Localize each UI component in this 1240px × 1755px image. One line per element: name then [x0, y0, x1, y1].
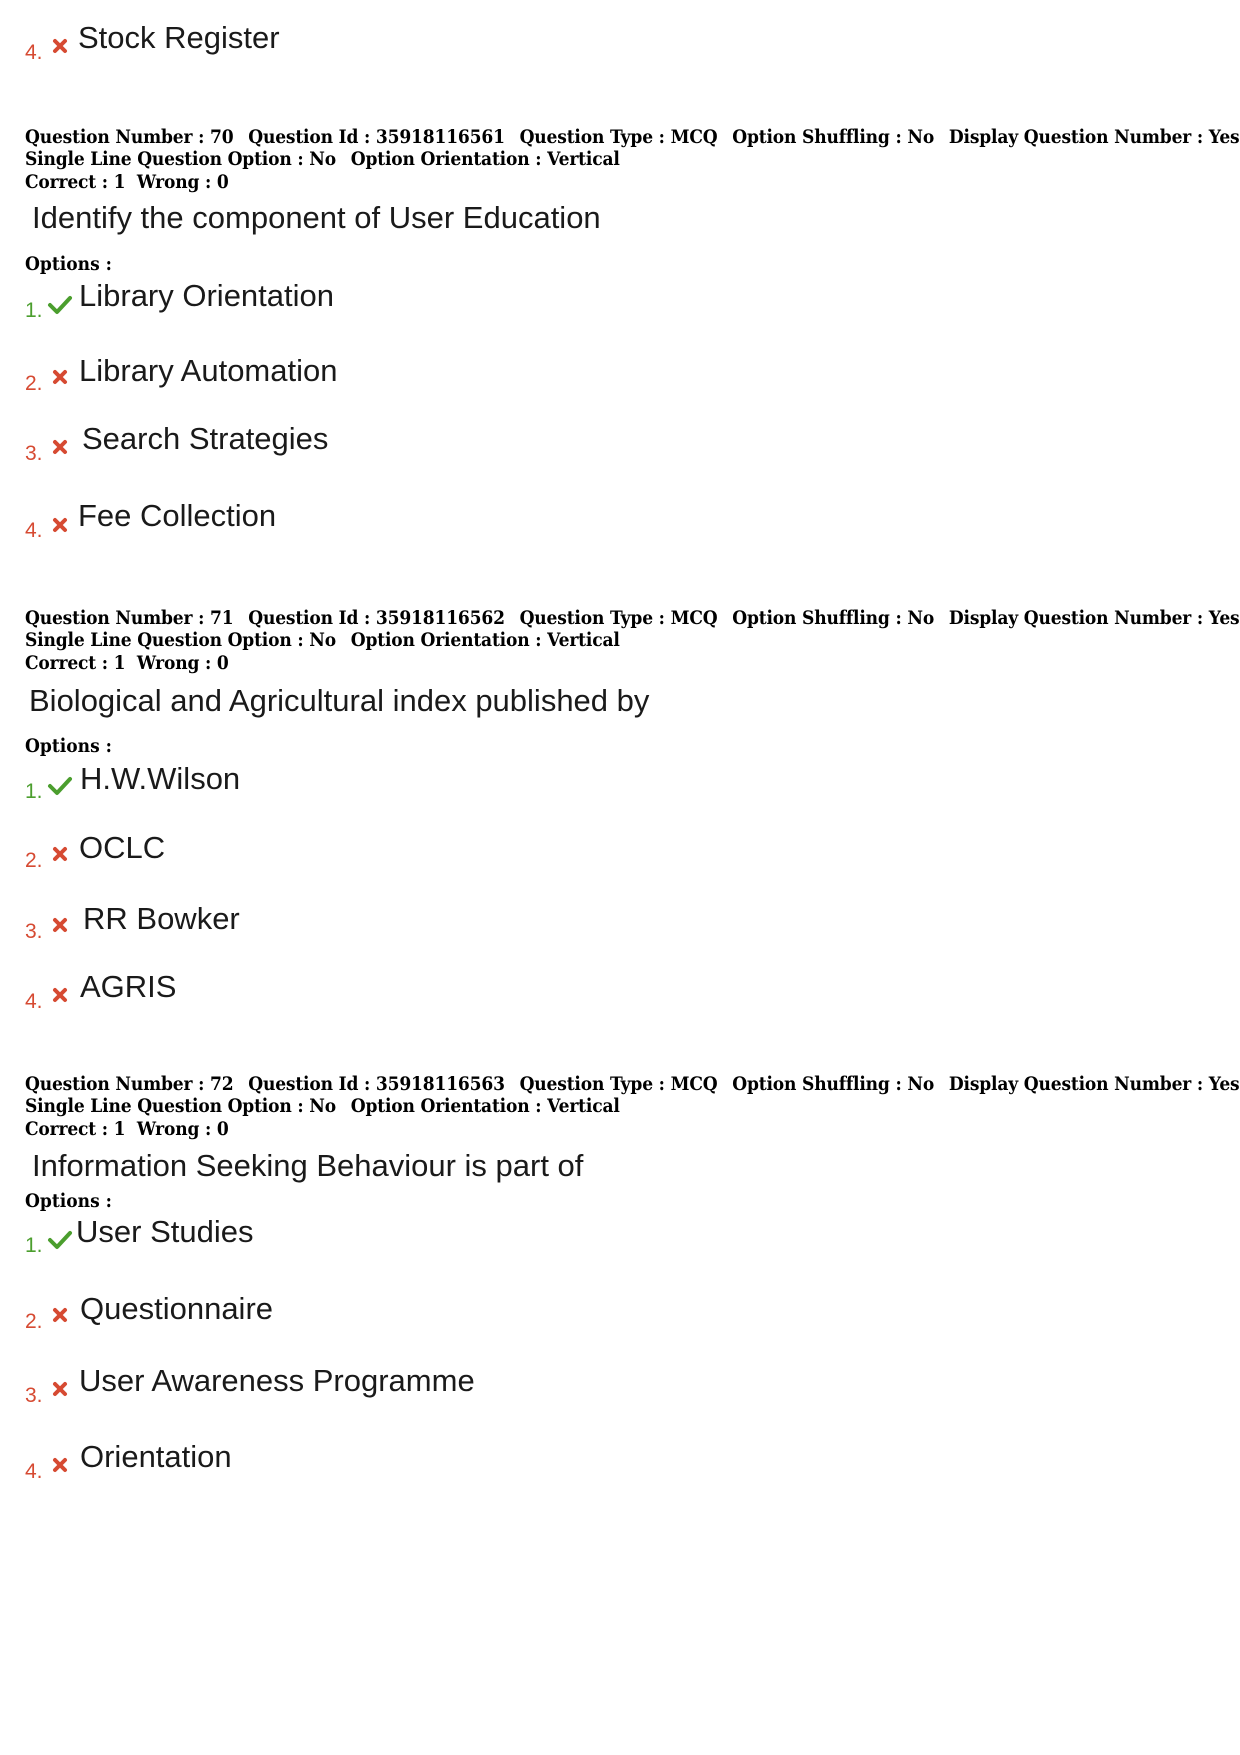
meta-line-1: [25, 607, 1240, 629]
option-text: Questionnaire: [80, 1291, 274, 1326]
option-text: Search Strategies: [82, 421, 329, 456]
options-label: Options :: [25, 1190, 112, 1212]
option-text: OCLC: [79, 830, 166, 865]
option-text: AGRIS: [80, 969, 177, 1004]
display-question-number: Display Question Number : Yes: [948, 607, 1240, 629]
wrong-mark-icon: [49, 367, 75, 393]
wrong-mark-icon: [49, 985, 75, 1011]
option-text: User Awareness Programme: [79, 1363, 475, 1398]
option-number: 4.: [25, 1460, 43, 1483]
wrong-mark-icon: [49, 437, 75, 463]
wrong-mark-icon: [49, 915, 75, 941]
option-row: [25, 1363, 625, 1407]
question-meta: [25, 607, 1240, 651]
question-meta: [25, 126, 1240, 170]
option-orientation: Option Orientation : Vertical: [350, 629, 620, 651]
option-number: 3.: [25, 920, 43, 943]
option-text: Library Automation: [79, 353, 338, 388]
option-shuffling: Option Shuffling : No: [732, 1073, 935, 1095]
marking-scheme: Correct : 1 Wrong : 0: [25, 652, 229, 674]
option-row: [25, 761, 525, 805]
question-text: Biological and Agricultural index published by: [29, 683, 650, 718]
option-shuffling: Option Shuffling : No: [732, 126, 935, 148]
wrong-mark-icon: [49, 515, 75, 541]
question-meta: [25, 1073, 1240, 1117]
question-id: Question Id : 35918116562: [248, 607, 505, 629]
option-text: Orientation: [80, 1439, 232, 1474]
display-question-number: Display Question Number : Yes: [948, 1073, 1240, 1095]
meta-line-2: [25, 148, 1240, 170]
meta-line-1: [25, 126, 1240, 148]
options-label: Options :: [25, 253, 112, 275]
option-row: [25, 969, 525, 1013]
question-number: Question Number : 71: [25, 607, 234, 629]
option-row: [25, 421, 525, 465]
question-text: Identify the component of User Education: [32, 200, 601, 235]
option-number: 3.: [25, 1384, 43, 1407]
wrong-mark-icon: [49, 844, 75, 870]
option-text: RR Bowker: [83, 901, 240, 936]
option-row: [25, 901, 525, 945]
option-number: 4.: [25, 41, 43, 64]
wrong-mark-icon: [49, 1305, 75, 1331]
marking-scheme: Correct : 1 Wrong : 0: [25, 1118, 229, 1140]
option-number: 1.: [25, 780, 43, 803]
option-number: 2.: [25, 849, 43, 872]
option-row: [25, 1214, 525, 1258]
option-row: [25, 22, 425, 62]
question-type: Question Type : MCQ: [519, 126, 718, 148]
single-line-option: Single Line Question Option : No: [25, 629, 336, 651]
option-row: [25, 353, 525, 397]
single-line-option: Single Line Question Option : No: [25, 1095, 336, 1117]
option-text: Stock Register: [78, 20, 280, 55]
question-number: Question Number : 72: [25, 1073, 234, 1095]
option-text: User Studies: [76, 1214, 254, 1249]
option-number: 2.: [25, 1310, 43, 1333]
marking-scheme: Correct : 1 Wrong : 0: [25, 171, 229, 193]
single-line-option: Single Line Question Option : No: [25, 148, 336, 170]
question-id: Question Id : 35918116561: [248, 126, 505, 148]
option-number: 4.: [25, 990, 43, 1013]
option-text: H.W.Wilson: [80, 761, 241, 796]
check-mark-icon: [47, 294, 73, 320]
option-text: Library Orientation: [79, 278, 335, 313]
meta-line-1: [25, 1073, 1240, 1095]
meta-line-2: [25, 1095, 1240, 1117]
option-shuffling: Option Shuffling : No: [732, 607, 935, 629]
option-number: 3.: [25, 442, 43, 465]
question-number: Question Number : 70: [25, 126, 234, 148]
wrong-mark-icon: [49, 1379, 75, 1405]
wrong-mark-icon: [49, 36, 75, 62]
option-number: 2.: [25, 372, 43, 395]
check-mark-icon: [47, 775, 73, 801]
question-type: Question Type : MCQ: [519, 1073, 718, 1095]
wrong-mark-icon: [49, 1455, 75, 1481]
question-type: Question Type : MCQ: [519, 607, 718, 629]
option-row: [25, 830, 525, 874]
option-orientation: Option Orientation : Vertical: [350, 148, 620, 170]
meta-line-2: [25, 629, 1240, 651]
question-text: Information Seeking Behaviour is part of: [32, 1148, 584, 1183]
option-row: [25, 278, 525, 322]
option-number: 4.: [25, 519, 43, 542]
option-row: [25, 498, 525, 542]
display-question-number: Display Question Number : Yes: [948, 126, 1240, 148]
option-orientation: Option Orientation : Vertical: [350, 1095, 620, 1117]
options-label: Options :: [25, 735, 112, 757]
option-number: 1.: [25, 299, 43, 322]
option-text: Fee Collection: [78, 498, 277, 533]
check-mark-icon: [47, 1229, 73, 1255]
option-row: [25, 1291, 525, 1335]
option-number: 1.: [25, 1234, 43, 1257]
question-id: Question Id : 35918116563: [248, 1073, 505, 1095]
option-row: [25, 1439, 525, 1483]
